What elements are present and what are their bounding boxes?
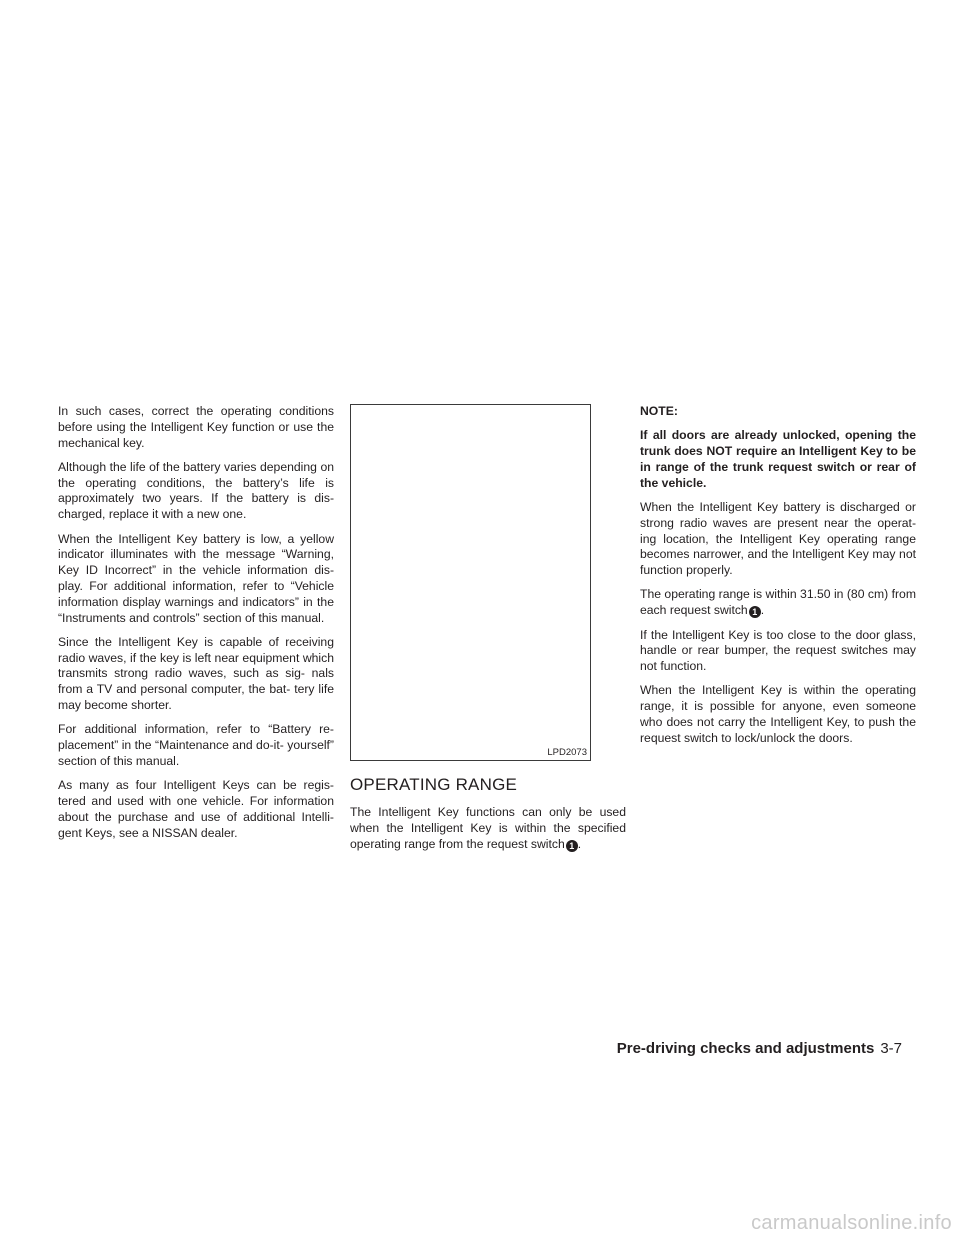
left-column (58, 404, 334, 850)
paragraph-battery-life: Although the life of the battery varies depending on the operating conditions, the battery’s life is approximately two years. If the battery is dis- charged, replace it with a new one. (58, 459, 334, 522)
page-number: 3-7 (880, 1040, 902, 1057)
middle-column (350, 404, 626, 861)
note-text: If all doors are already unlocked, opening the trunk does NOT require an Intelligent Key to be in range of the trunk request switch or rear of the vehicle. (640, 428, 916, 490)
paragraph-too-close: If the Intelligent Key is too close to the door glass, handle or rear bumper, the request switches may not function. (640, 627, 916, 674)
paragraph-range-distance: The operating range is within 31.50 in (80 cm) from each request switch 1 . (640, 587, 916, 618)
callout-1-icon: 1 (566, 840, 578, 852)
figure-operating-range (350, 404, 591, 761)
figure-id: LPD2073 (547, 747, 587, 758)
watermark: carmanualsonline.info (751, 1212, 952, 1234)
paragraph-four-keys: As many as four Intelligent Keys can be regis- tered and used with one vehicle. For information about the purchase and use of additional Intelli- gent Keys, see a NISSAN dealer. (58, 778, 334, 840)
page-footer (617, 1040, 902, 1058)
right-column (640, 404, 916, 755)
paragraph-operating-conditions: In such cases, correct the operating conditions before using the Intelligent Key function or use the mechanical key. (58, 404, 334, 450)
paragraph-battery-low: When the Intelligent Key battery is low, a yellow indicator illuminates with the message “Warning, Key ID Incorrect” in the vehicle information dis- play. For additional information, refer to “Vehicle information display warnings and indicators” in the “Instruments and controls” section of this manual. (58, 531, 334, 625)
note-label: NOTE: (640, 404, 678, 418)
paragraph-radio-waves: Since the Intelligent Key is capable of receiving radio waves, if the key is left near equipment which transmits strong radio waves, such as sig- nals from a TV and personal computer, the bat- tery life may become shorter. (58, 634, 334, 713)
section-heading: OPERATING RANGE (350, 775, 518, 794)
paragraph-range-narrower: When the Intelligent Key battery is discharged or strong radio waves are present near the operat- ing location, the Intelligent Key operating range becomes narrower, and the Intelligent Key may not function properly. (640, 499, 916, 578)
footer-section-name: Pre-driving checks and adjustments (616, 1040, 875, 1057)
paragraph-operating-range: The Intelligent Key functions can only be used when the Intelligent Key is within the specified operating range from the request switch 1 . (350, 805, 626, 851)
paragraph-battery-replacement: For additional information, refer to “Battery re- placement” in the “Maintenance and do-it- yourself” section of this manual. (58, 722, 334, 768)
paragraph-anyone-can-push: When the Intelligent Key is within the operating range, it is possible for anyone, even someone who does not carry the Intelligent Key, to push the request switch to lock/unlock the doors. (640, 683, 916, 745)
callout-1-icon: 1 (749, 606, 761, 618)
